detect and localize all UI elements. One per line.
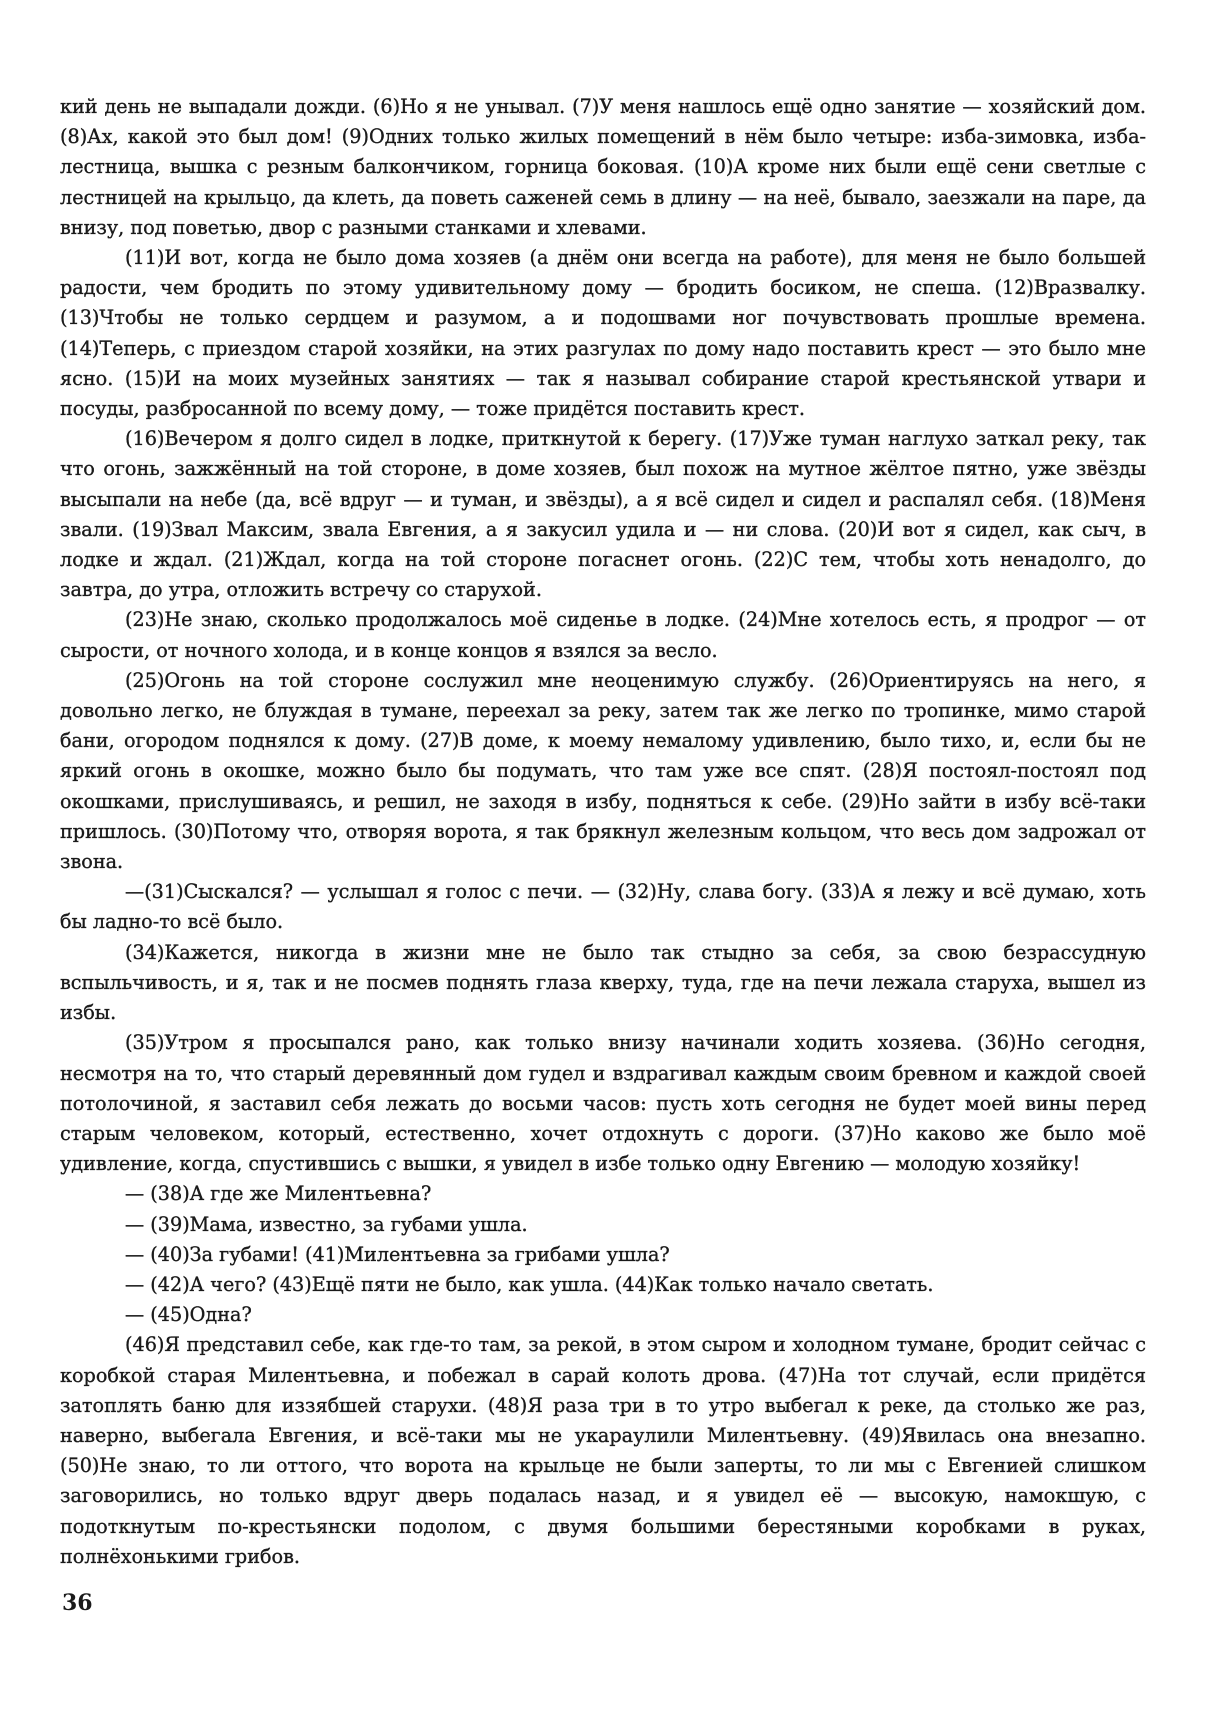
- paragraph-1: кий день не выпадали дожди. (6)Но я не унывал. (7)У меня нашлось ещё одно занятие — хозяйский дом. (8)Ах, какой это был дом! (9)Одних только жилых помещений в нём было четыре: изба-зимовка, изба-лестница, вышка с резным балкончиком, горница боковая. (10)А кроме них были ещё сени светлые с лестницей на крыльцо, да клеть, да поветь саженей семь в длину — на неё, бывало, заезжали на паре, да внизу, под поветью, двор с разными станками и хлевами.: [60, 95, 1146, 239]
- paragraph-4: (23)Не знаю, сколько продолжалось моё сиденье в лодке. (24)Мне хотелось есть, я продрог — от сырости, от ночного холода, и в конце концов я взялся за весло.: [60, 608, 1146, 662]
- paragraph-8: (35)Утром я просыпался рано, как только внизу начинали ходить хозяева. (36)Но сегодня, несмотря на то, что старый деревянный дом гудел и вздрагивал каждым своим бревном и каждой своей потолочиной, я заставил себя лежать до восьми часов: пусть хоть сегодня не будет моей вины перед старым человеком, который, естественно, хочет отдохнуть с дороги. (37)Но каково же было моё удивление, когда, спустившись с вышки, я увидел в избе только одну Евгению — молодую хозяйку!: [60, 1031, 1146, 1176]
- paragraph-7: (34)Кажется, никогда в жизни мне не было так стыдно за себя, за свою безрассудную вспыльчивость, и я, так и не посмев поднять глаза кверху, туда, где на печи лежала старуха, вышел из избы.: [60, 940, 1146, 1025]
- paragraph-5: (25)Огонь на той стороне сослужил мне неоценимую службу. (26)Ориентируясь на него, я довольно легко, не блуждая в тумане, переехал за реку, затем так же легко по тропинке, мимо старой бани, огородом поднялся к дому. (27)В доме, к моему немалому удивлению, было тихо, и, если бы не яркий огонь в окошке, можно было бы подумать, что там уже все спят. (28)Я постоял-постоял под окошками, прислушиваясь, и решил, не заходя в избу, подняться к себе. (29)Но зайти в избу всё-таки пришлось. (30)Потому что, отворяя ворота, я так брякнул железным кольцом, что весь дом задрожал от звона.: [60, 668, 1146, 874]
- dialogue-line-1: — (38)А где же Милентьевна?: [125, 1182, 432, 1206]
- paragraph-3: (16)Вечером я долго сидел в лодке, приткнутой к берегу. (17)Уже туман наглухо заткал реку, так что огонь, зажжённый на той стороне, в доме хозяев, был похож на мутное жёлтое пятно, уже звёзды высыпали на небе (да, всё вдруг — и туман, и звёзды), а я всё сидел и сидел и распалял себя. (18)Меня звали. (19)Звал Максим, звала Евгения, а я закусил удила и — ни слова. (20)И вот я сидел, как сыч, в лодке и ждал. (21)Ждал, когда на той стороне погаснет огонь. (22)С тем, чтобы хоть ненадолго, до завтра, до утра, отложить встречу со старухой.: [60, 427, 1146, 602]
- dialogue-line-3: — (40)За губами! (41)Милентьевна за грибами ушла?: [125, 1242, 670, 1266]
- paragraph-9: (46)Я представил себе, как где-то там, за рекой, в этом сыром и холодном тумане, бродит сейчас с коробкой старая Милентьевна, и побежал в сарай колоть дрова. (47)На тот случай, если придётся затоплять баню для иззябшей старухи. (48)Я раза три в то утро выбегал к реке, да столько же раз, наверно, выбегала Евгения, и всё-таки мы не укараулили Милентьевну. (49)Явилась она внезапно. (50)Не знаю, то ли оттого, что ворота на крыльце не были заперты, то ли мы с Евгенией слишком заговорились, но только вдруг дверь подалась назад, и я увидел её — высокую, намокшую, с подоткнутым по-крестьянски подолом, с двумя большими берестяными коробками в руках, полнёхонькими грибов.: [60, 1333, 1146, 1568]
- page-number: 36: [62, 1590, 93, 1616]
- paragraph-2: (11)И вот, когда не было дома хозяев (а днём они всегда на работе), для меня не было большей радости, чем бродить по этому удивительному дому — бродить босиком, не спеша. (12)Вразвалку. (13)Чтобы не только сердцем и разумом, а и подошвами ног почувствовать прошлые времена. (14)Теперь, с приездом старой хозяйки, на этих разгулах по дому надо поставить крест — это было мне ясно. (15)И на моих музейных занятиях — так я называл собирание старой крестьянской утвари и посуды, разбросанной по всему дому, — тоже придётся поставить крест.: [60, 246, 1146, 421]
- dialogue-line-5: — (45)Одна?: [125, 1303, 252, 1327]
- dialogue-line-2: — (39)Мама, известно, за губами ушла.: [125, 1212, 528, 1236]
- body-text: [60, 92, 1146, 1572]
- dialogue-line-4: — (42)А чего? (43)Ещё пяти не было, как ушла. (44)Как только начало светать.: [125, 1272, 934, 1296]
- paragraph-6: —(31)Сыскался? — услышал я голос с печи. — (32)Ну, слава богу. (33)А я лежу и всё думаю, хоть бы ладно-то всё было.: [60, 880, 1146, 934]
